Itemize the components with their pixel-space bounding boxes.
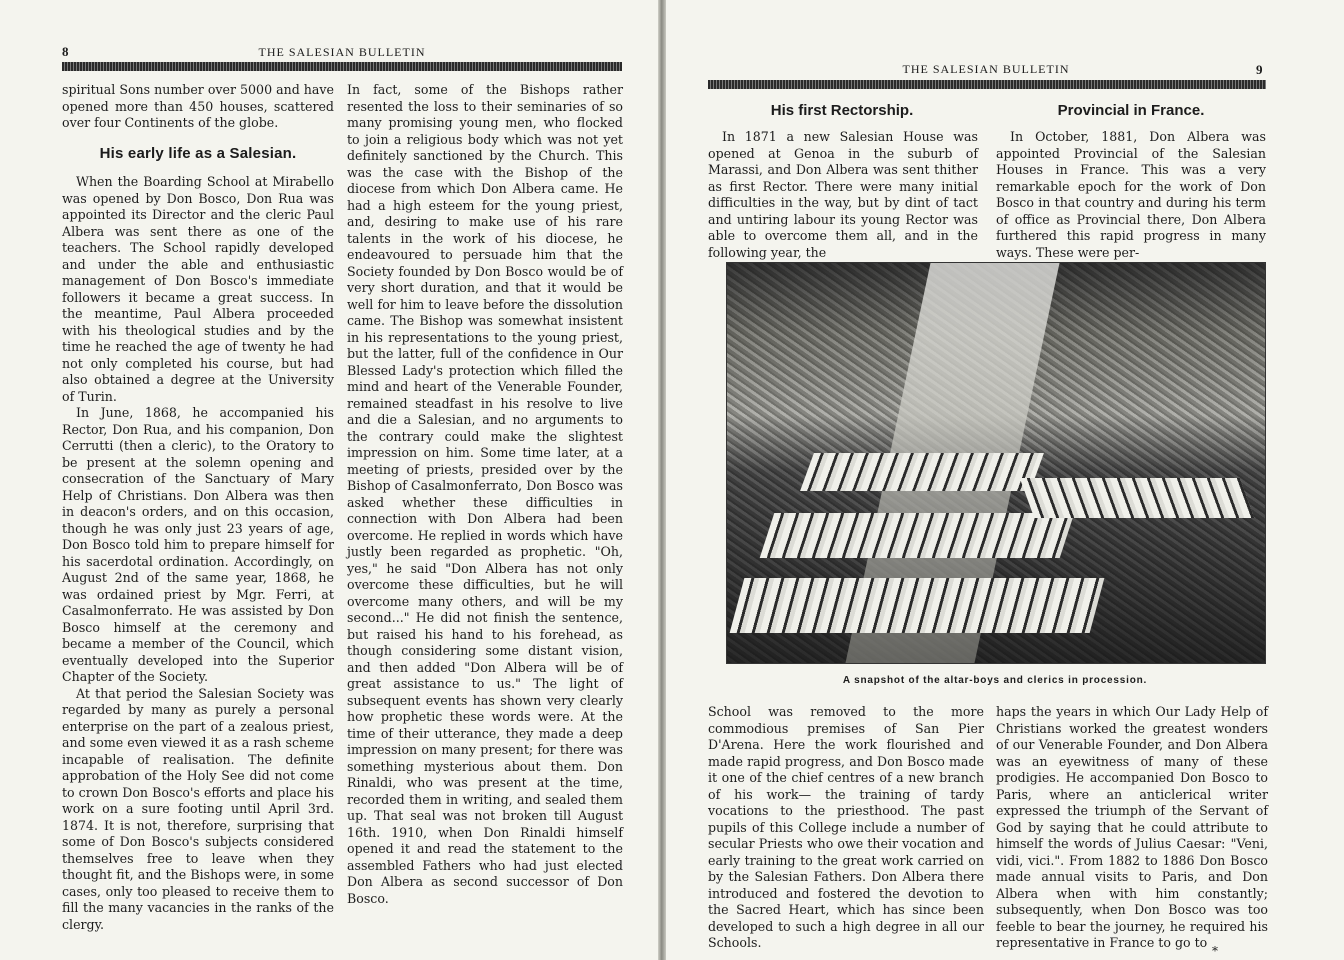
right-column-3 bbox=[708, 704, 984, 952]
right-column-1 bbox=[708, 129, 978, 261]
heading-early-life: His early life as a Salesian. bbox=[99, 144, 297, 162]
header-rule-right bbox=[708, 80, 1266, 89]
paragraph: School was removed to the more commodious premises of San Pier D'Arena. Here the work flourished and made rapid progress, and Don Bosco made it one of the chief centres of a new branch of his work— the training of tardy vocations to the priesthood. The past pupils of this College include a number of secular Priests who owe their vocation and early training to the great work carried on by the Salesian Fathers. Don Albera there introduced and fostered the devotion to the Sacred Heart, which has since been developed to such a high degree in all our Schools. bbox=[708, 704, 984, 950]
photo-caption: A snapshot of the altar-boys and clerics in procession. bbox=[842, 675, 1148, 686]
running-head-left: THE SALESIAN BULLETIN bbox=[258, 45, 426, 59]
photo-procession-row bbox=[730, 578, 1105, 633]
left-column-1 bbox=[62, 82, 334, 933]
paragraph: In October, 1881, Don Albera was appointed Provincial of the Salesian Houses in France. This was a very remarkable epoch for the work of Don Bosco in that country and during his term of office as Provincial there, Don Albera furthered this rapid progress in many ways. These were per- bbox=[996, 129, 1266, 260]
paragraph: In June, 1868, he accompanied his Rector, Don Rua, and his companion, Don Cerrutti (then a cleric), to the Oratory to be present at the solemn opening and consecration of the Sanctuary of Mary Help of Christians. Don Albera was then in deacon's orders, and on this occasion, though he was only just 23 years of age, Don Bosco told him to prepare himself for his sacerdotal ordination. Accordingly, on August 2nd of the same year, 1868, he was ordained priest by Mgr. Ferri, at Casalmonferrato. He was assisted by Don Bosco himself at the ceremony and became a member of the Council, which eventually developed into the Superior Chapter of the Society. bbox=[62, 405, 334, 684]
heading-provincial-france: Provincial in France. bbox=[1057, 102, 1205, 119]
header-rule-left bbox=[62, 62, 622, 71]
page-number-right: 9 bbox=[1256, 62, 1263, 77]
paragraph-opening: spiritual Sons number over 5000 and have opened more than 450 houses, scattered over four Continents of the globe. bbox=[62, 82, 334, 130]
page-number-left: 8 bbox=[62, 44, 69, 59]
footer-mark: * bbox=[1212, 944, 1218, 958]
paragraph: In 1871 a new Salesian House was opened at Genoa in the suburb of Marassi, and Don Albera was sent thither as first Rector. There were many initial difficulties in the way, but by dint of tact and untiring labour its young Rector was able to overcome them all, and in the following year, the bbox=[708, 129, 978, 260]
photo-procession-row bbox=[800, 453, 1044, 491]
paragraph: haps the years in which Our Lady Help of Christians worked the greatest wonders of our Venerable Founder, and Don Albera was an eyewitness of many of these prodigies. He accompanied Don Bosco to Paris, where an anticlerical writer expressed the triumph of the Servant of God by saying that he could attribute to himself the words of Julius Caesar: "Veni, vidi, vici.". From 1882 to 1886 Don Bosco made annual visits to Paris, and Don Albera when with him constantly; subsequently, when Don Bosco was too feeble to bear the journey, he required his representative in France to go to bbox=[996, 704, 1268, 950]
paragraph: At that period the Salesian Society was regarded by many as purely a personal enterprise on the part of a zealous priest, and some even viewed it as a rash scheme incapable of realisation. The definite approbation of the Holy See did not come to crown Don Bosco's efforts and place his work on a sure footing until April 3rd. 1874. It is not, therefore, surprising that some of Don Bosco's subjects considered themselves free to leave when they thought fit, and the Bishops were, in some cases, only too pleased to receive them to fill the many vacancies in the ranks of the clergy. bbox=[62, 685, 334, 932]
left-column-2 bbox=[347, 82, 623, 907]
page-gutter bbox=[658, 0, 666, 960]
paragraph: In fact, some of the Bishops rather resented the loss to their seminaries of so many promising young men, who flocked to join a religious body which was not yet definitely sanctioned by the Church. This was the case with the Bishop of the diocese from which Don Albera came. He had a high esteem for the young priest, and, desiring to make use of his rare talents in the work of his diocese, he endeavoured to persuade him that the Society founded by Don Bosco would be of very short duration, and that it would be well for him to leave before the dissolution came. The Bishop was somewhat insistent in his representations to the young priest, but the latter, full of the confidence in Our Blessed Lady's protection which filled the mind and heart of the Venerable Founder, remained steadfast in his resolve to live and die a Salesian, and no arguments to the contrary could make the slightest impression on him. Some time later, at a meeting of priests, presided over by the Bishop of Casalmonferrato, Don Bosco was asked whether these difficulties in connection with Don Albera had been overcome. He replied in words which have justly been regarded as prophetic. "Oh, yes," he said "Don Albera has not only overcome these difficulties, but he will overcome many others, and will be my second..." He did not finish the sentence, but raised his hand to his forehead, as though considering some distant vision, and then added "Don Albera will be of great assistance to us." The light of subsequent events has shown very clearly how prophetic these words were. At the time of their utterance, they made a deep impression on many present; for there was something mysterious about them. Don Rinaldi, who was present at the time, recorded them in writing, and sealed them up. That seal was not broken till August 16th. 1910, when Don Rinaldi himself opened it and read the statement to the assembled Fathers who had just elected Don Albera as second successor of Don Bosco. bbox=[347, 82, 623, 906]
right-column-4 bbox=[996, 704, 1268, 952]
paragraph: When the Boarding School at Mirabello was opened by Don Bosco, Don Rua was appointed its Director and the cleric Paul Albera was sent there as one of the teachers. The School rapidly developed and under the able and enthusiastic management of Don Bosco's immediate followers it became a great success. In the meantime, Paul Albera proceeded with his theological studies and by the time he reached the age of twenty he had not only completed his course, but had also obtained a degree at the University of Turin. bbox=[62, 174, 334, 404]
running-head-right: THE SALESIAN BULLETIN bbox=[902, 62, 1070, 76]
right-column-2 bbox=[996, 129, 1266, 261]
heading-first-rectorship: His first Rectorship. bbox=[770, 102, 914, 119]
photo-procession-row bbox=[1020, 478, 1255, 518]
procession-photograph bbox=[726, 262, 1266, 664]
photo-procession-row bbox=[760, 513, 1075, 558]
